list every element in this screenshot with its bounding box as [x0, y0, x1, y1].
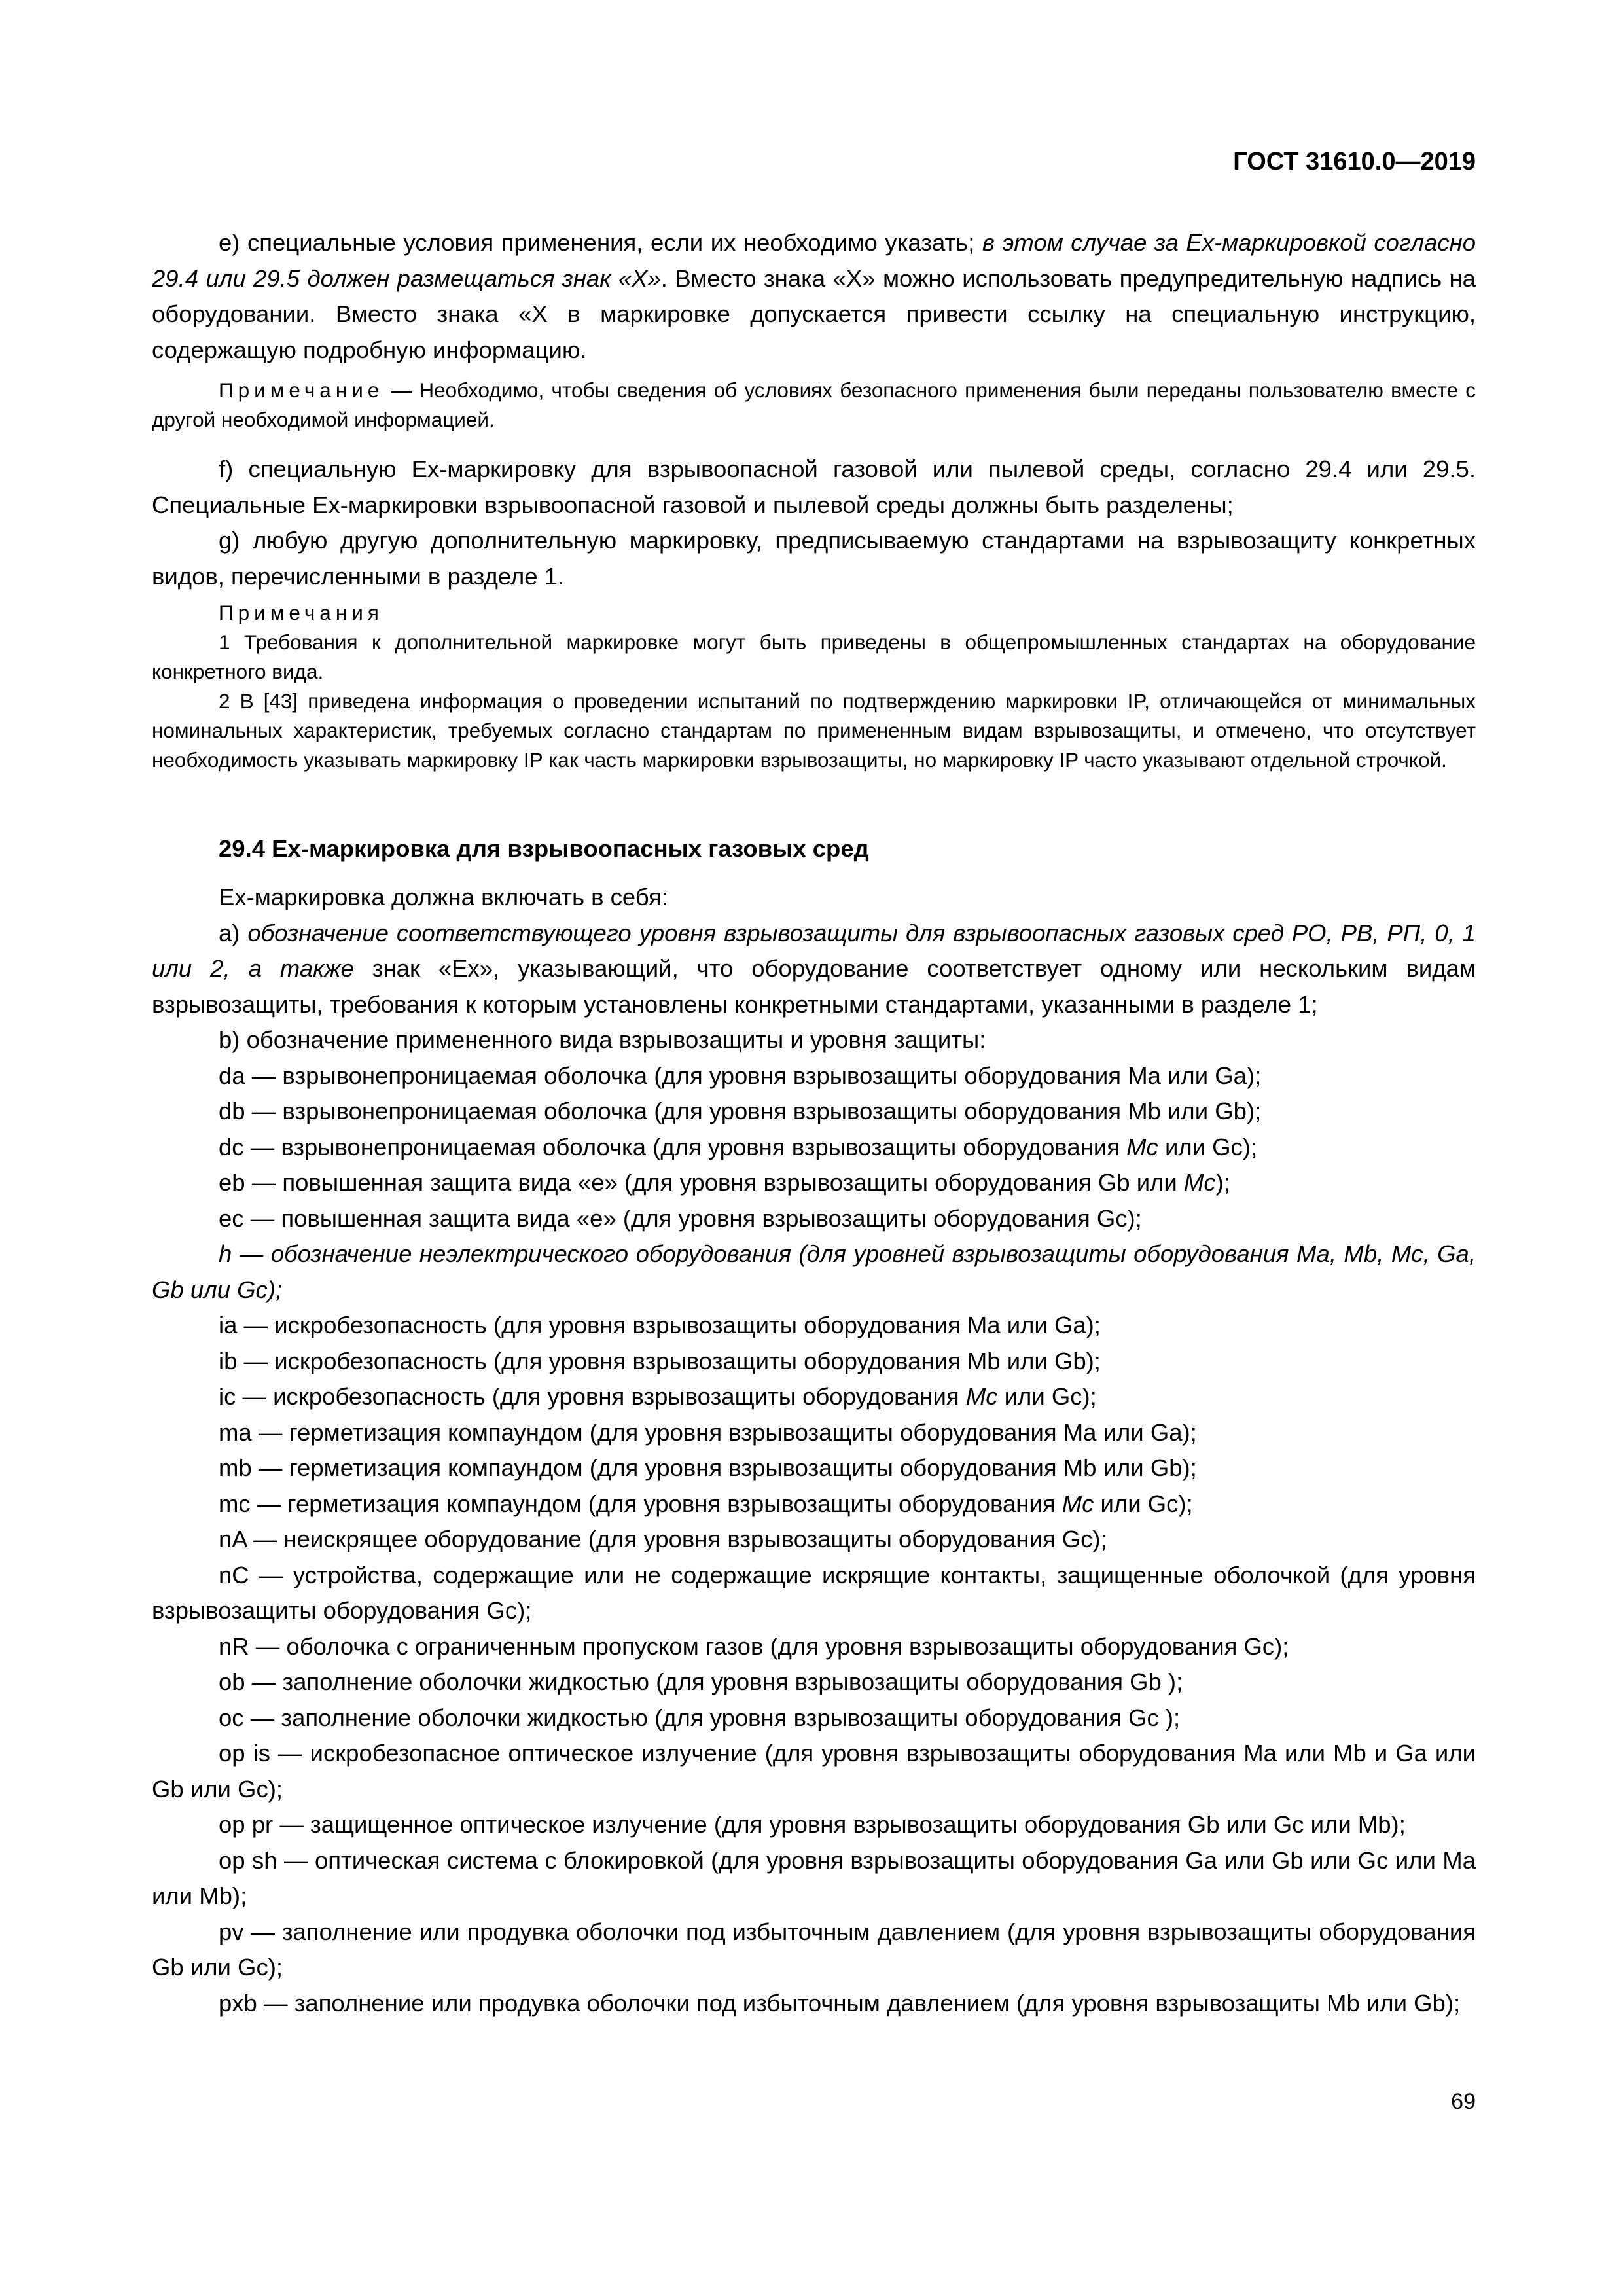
text: g) любую другую дополнительную маркировку, предписываемую стандартами на взрывозащиту конкретных видов, перечисленными в разделе 1. — [152, 527, 1476, 590]
paragraph — [152, 1843, 1476, 1914]
text: f) специальную Ex-маркировку для взрывоопасной газовой или пылевой среды, согласно 29.4 или 29.5. Специальные Ex-маркировки взрывоопасной газовой и пылевой среды должны быть разделены; — [152, 456, 1476, 518]
page-number: 69 — [1451, 2089, 1476, 2114]
italic-text: Mc — [1126, 1133, 1158, 1160]
text: pv — заполнение или продувка оболочки под избыточным давлением (для уровня взрывозащиты оборудования Gb или Gc); — [152, 1918, 1476, 1981]
paragraph — [152, 1558, 1476, 1629]
text: da — взрывонепроницаемая оболочка (для уровня взрывозащиты оборудования Ma или Ga); — [219, 1062, 1262, 1089]
italic-text: в этом случае за Ex-маркировкой согласно 29.4 или 29.5 должен размещаться знак «X» — [152, 229, 1476, 292]
note-paragraph — [152, 687, 1476, 775]
text: op is — искробезопасное оптическое излучение (для уровня взрывозащиты оборудования Ma или Mb и Ga или Gb или Gc); — [152, 1740, 1476, 1803]
section-29-4-body — [152, 880, 1476, 2021]
text: или Gc); — [1094, 1490, 1193, 1517]
paragraph — [152, 1201, 1476, 1237]
paragraph — [152, 452, 1476, 523]
paragraph — [152, 1130, 1476, 1166]
text: db — взрывонепроницаемая оболочка (для уровня взрывозащиты оборудования Mb или Gb); — [219, 1098, 1262, 1124]
text: ma — герметизация компаундом (для уровня взрывозащиты оборудования Ma или Ga); — [219, 1418, 1197, 1446]
paragraph — [152, 1736, 1476, 1807]
text: nA — неискрящее оборудование (для уровня взрывозащиты оборудования Gc); — [219, 1526, 1107, 1552]
text: e) специальные условия применения, если их необходимо указать; — [219, 229, 982, 256]
text: знак «Ex», указывающий, что оборудование соответствует одному или нескольким видам взрывозащиты, требования к которым установлены конкретными стандартами, указанными в разделе 1; — [152, 955, 1476, 1018]
text: oc — заполнение оболочки жидкостью (для уровня взрывозащиты оборудования Gc ); — [219, 1704, 1181, 1731]
italic-text: Mc — [965, 1383, 998, 1410]
text: — Необходимо, чтобы сведения об условиях безопасного применения были переданы пользователю вместе с другой необходимой информацией. — [152, 378, 1476, 431]
text: dc — взрывонепроницаемая оболочка (для уровня взрывозащиты оборудования — [219, 1133, 1127, 1160]
text: ec — повышенная защита вида «e» (для уровня взрывозащиты оборудования Gc); — [219, 1204, 1142, 1232]
text: Примечание — [219, 378, 384, 402]
text: b) обозначение примененного вида взрывозащиты и уровня защиты: — [219, 1026, 986, 1053]
paragraph — [152, 831, 1476, 867]
text: Примечания — [219, 601, 383, 624]
note-paragraph — [152, 376, 1476, 435]
text: ib — искробезопасность (для уровня взрывозащиты оборудования Mb или Gb); — [219, 1347, 1101, 1374]
text: или Gc); — [1158, 1133, 1258, 1160]
text: 1 Требования к дополнительной маркировке могут быть приведены в общепромышленных стандартах на оборудование конкретного вида. — [152, 630, 1476, 683]
note-block — [152, 376, 1476, 435]
paragraph — [152, 1629, 1476, 1665]
paragraph — [152, 1094, 1476, 1130]
text: op sh — оптическая система с блокировкой (для уровня взрывозащиты оборудования Ga или Gb или Gc или Ma или Mb); — [152, 1846, 1476, 1909]
paragraph — [152, 1807, 1476, 1843]
text: nC — устройства, содержащие или не содержащие искрящие контакты, защищенные оболочкой (для уровня взрывозащиты оборудования Gc); — [152, 1561, 1476, 1624]
paragraph-fg-block — [152, 452, 1476, 594]
paragraph — [152, 1914, 1476, 1986]
text: ic — искробезопасность (для уровня взрывозащиты оборудования — [219, 1383, 966, 1410]
paragraph — [152, 1522, 1476, 1558]
text: или Gc); — [997, 1383, 1097, 1410]
section-heading-29-4 — [152, 831, 1476, 867]
paragraph — [152, 1379, 1476, 1415]
paragraph — [152, 1165, 1476, 1201]
text: 29.4 Ex-маркировка для взрывоопасных газовых сред — [219, 835, 869, 862]
note-paragraph — [152, 598, 1476, 628]
text: 2 В [43] приведена информация о проведении испытаний по подтверждению маркировки IP, отличающейся от минимальных номинальных характеристик, требуемых согласно стандартам по примененным видам взрывозащиты, и отмечено, что отсутствует необходимость указывать маркировку IP как часть маркировки взрывозащиты, но маркировку IP часто указывают отдельной строчкой. — [152, 689, 1476, 772]
paragraph — [152, 1022, 1476, 1058]
paragraph — [152, 1308, 1476, 1344]
text: Ex-маркировка должна включать в себя: — [219, 884, 668, 910]
italic-text: Mc — [1061, 1490, 1094, 1517]
paragraph — [152, 916, 1476, 1023]
document-header: ГОСТ 31610.0—2019 — [1233, 148, 1476, 175]
italic-text: h — обозначение неэлектрического оборудования (для уровней взрывозащиты оборудования Ma, Mb, Mc, Ga, Gb или Gc); — [152, 1240, 1476, 1303]
text: mc — герметизация компаундом (для уровня взрывозащиты оборудования — [219, 1490, 1062, 1517]
paragraph — [152, 1236, 1476, 1308]
text: pxb — заполнение или продувка оболочки под избыточным давлением (для уровня взрывозащиты Mb или Gb); — [219, 1989, 1461, 2017]
notes-block — [152, 598, 1476, 775]
italic-text: Mc — [1183, 1169, 1216, 1196]
paragraph — [152, 880, 1476, 916]
paragraph — [152, 1344, 1476, 1380]
paragraph — [152, 1700, 1476, 1736]
text: . Вместо знака «X» можно использовать предупредительную надпись на оборудовании. Вместо знака «X в маркировке допускается привести ссылку на специальную инструкцию, содержащую подробную информацию. — [152, 264, 1476, 363]
paragraph — [152, 1058, 1476, 1094]
paragraph — [152, 523, 1476, 594]
text: ); — [1215, 1169, 1230, 1196]
text: ia — искробезопасность (для уровня взрывозащиты оборудования Ma или Ga); — [219, 1312, 1101, 1338]
text: a) — [219, 919, 248, 946]
paragraph — [152, 1415, 1476, 1451]
text: mb — герметизация компаундом (для уровня взрывозащиты оборудования Mb или Gb); — [219, 1454, 1197, 1481]
note-paragraph — [152, 628, 1476, 687]
paragraph — [152, 1450, 1476, 1486]
paragraph — [152, 1664, 1476, 1700]
text: eb — повышенная защита вида «e» (для уровня взрывозащиты оборудования Gb или — [219, 1169, 1184, 1196]
italic-text: обозначение соответствующего уровня взрывозащиты для взрывоопасных газовых сред РО, РВ, РП, 0, 1 или 2, а также — [152, 919, 1476, 982]
paragraph — [152, 225, 1476, 368]
paragraph — [152, 1486, 1476, 1522]
text: op pr — защищенное оптическое излучение (для уровня взрывозащиты оборудования Gb или Gc или Mb); — [219, 1811, 1406, 1838]
text: nR — оболочка с ограниченным пропуском газов (для уровня взрывозащиты оборудования Gc); — [219, 1632, 1289, 1660]
paragraph-e-block — [152, 225, 1476, 368]
text: ob — заполнение оболочки жидкостью (для уровня взрывозащиты оборудования Gb ); — [219, 1668, 1183, 1695]
paragraph — [152, 1986, 1476, 2022]
